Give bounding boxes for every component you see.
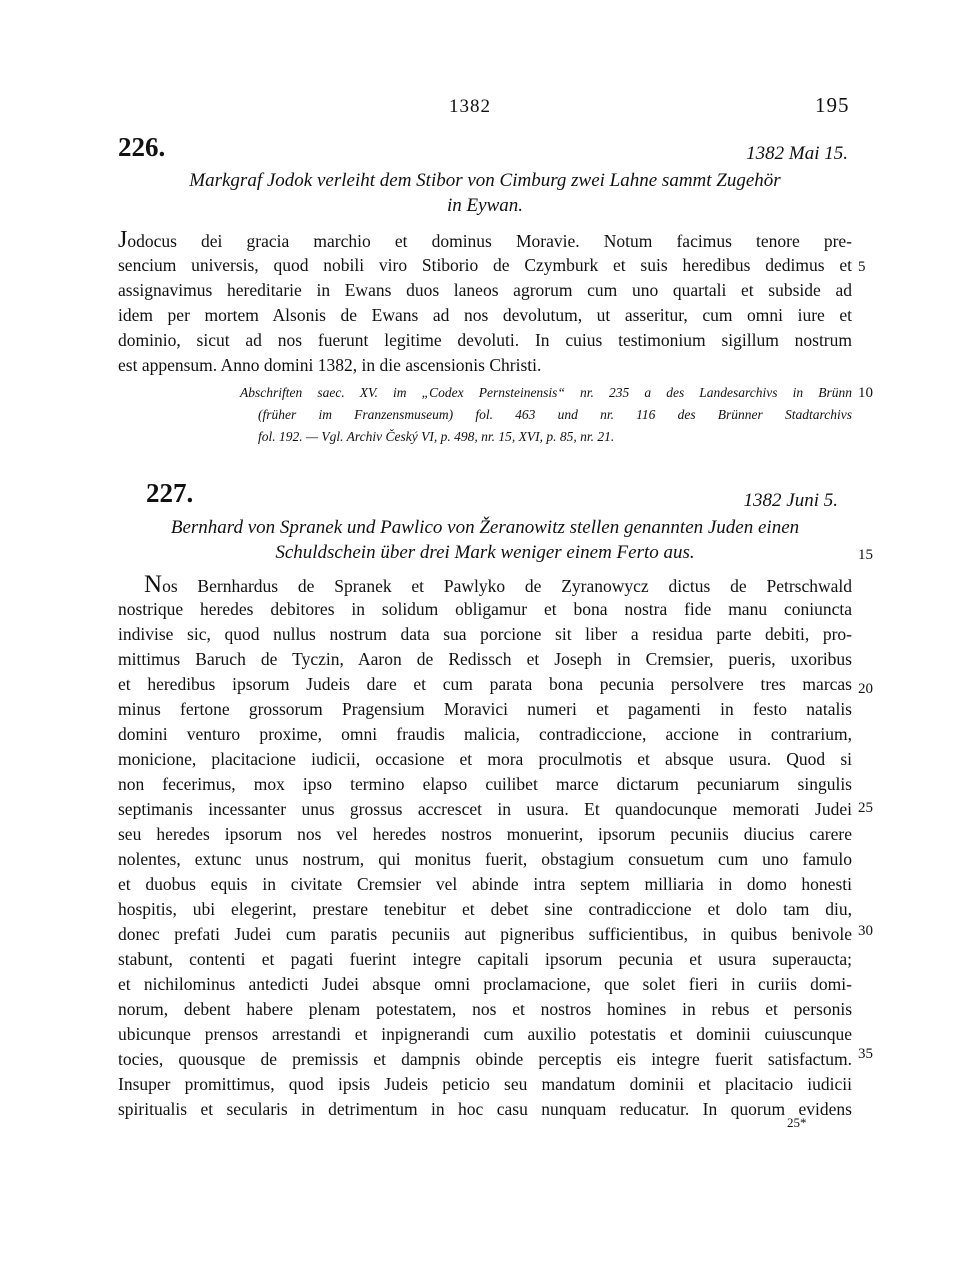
text-line: Jodocus dei gracia marchio et dominus Moravie. Notum facimus tenore pre- (118, 227, 852, 253)
regest-line: in Eywan. (447, 195, 523, 216)
text-line: mittimus Baruch de Tyczin, Aaron de Redissch et Joseph in Cremsier, pueris, uxoribus (118, 649, 852, 669)
text-line: tocies, quousque de premissis et dampnis obinde perceptis eis integre fuerit satisfactum. (118, 1049, 852, 1069)
margin-line-number: 35 (858, 1046, 873, 1062)
text-line: spiritualis et secularis in detrimentum in hoc casu nunquam reducatur. In quorum evidens (118, 1099, 852, 1119)
text-line: sencium universis, quod nobili viro Stiborio de Czymburk et suis heredibus dedimus et (118, 255, 852, 275)
text-line: donec prefati Judei cum paratis pecuniis aut pigneribus sufficientibus, in quibus benivole (118, 924, 852, 944)
text-line: indivise sic, quod nullus nostrum data sua porcione sit liber a residua parte debiti, pro- (118, 624, 852, 644)
text-line: nostrique heredes debitores in solidum obligamur et bona nostra fide manu coniuncta (118, 599, 852, 619)
text-line: et nichilominus antedicti Judei absque omni proclamacione, que solet fieri in curiis domi- (118, 974, 852, 994)
page-number: 195 (815, 93, 850, 117)
entry-number: 227. (146, 478, 194, 508)
text-line: dominio, sicut ad nos fuerunt legitime devoluti. In cuius testimonium sigillum nostrum (118, 330, 852, 350)
text-line: minus fertone grossorum Pragensium Moravici numeri et pagamenti in festo natalis (118, 699, 852, 719)
text-line: est appensum. Anno domini 1382, in die ascensionis Christi. (118, 355, 542, 375)
note-line: fol. 192. — Vgl. Archiv Český VI, p. 498, nr. 15, XVI, p. 85, nr. 21. (258, 429, 615, 444)
margin-line-number: 5 (858, 259, 866, 275)
entry-date: 1382 Juni 5. (743, 490, 838, 511)
text-line: Insuper promittimus, quod ipsis Judeis peticio seu mandatum dominii et placitacio iudicii (118, 1074, 852, 1094)
margin-line-number: 25 (858, 800, 873, 816)
text-line (144, 572, 852, 597)
margin-line-number: 15 (858, 547, 873, 563)
entry-regest (118, 515, 852, 565)
text-line: et heredibus ipsorum Judeis dare et cum parata bona pecunia persolvere tres marcas (118, 674, 852, 694)
margin-line-number: 10 (858, 385, 873, 401)
text-line: assignavimus hereditarie in Ewans duos laneos agrorum cum uno quartali et subside ad (118, 280, 852, 300)
entry-number: 226. (118, 132, 166, 162)
running-head-year: 1382 (449, 96, 491, 117)
text-line: monicione, placitacione iudicii, occasione et mora proculmotis et absque usura. Quod si (118, 749, 852, 769)
text-line: norum, debent habere plenam potestatem, nos et nostros homines in rebus et personis (118, 999, 852, 1019)
margin-line-number: 30 (858, 923, 873, 939)
note-line: (früher im Franzensmuseum) fol. 463 und nr. 116 des Brünner Stadtarchivs (258, 407, 852, 422)
text-line: et duobus equis in civitate Cremsier vel abinde intra septem milliaria in domo honesti (118, 874, 852, 894)
text-line: domini venturo proxime, omni fraudis malicia, contradiccione, accione in contrarium, (118, 724, 852, 744)
text-line: non fecerimus, mox ipso termino elapso cuilibet marce dictarum pecuniarum singulis (118, 774, 852, 794)
signature-mark: 25* (787, 1115, 807, 1130)
margin-line-number: 20 (858, 681, 873, 697)
text-line: seu heredes ipsorum nos vel heredes nostros monuerint, ipsorum pecuniis diucius carere (118, 824, 852, 844)
entry-regest (118, 168, 852, 218)
text-line: nolentes, extunc unus nostrum, qui monitus fuerit, obstagium consuetum cum uno famulo (118, 849, 852, 869)
text-line: ubicunque prensos arrestandi et inpignerandi cum auxilio potestatis et dominii cuiuscunque (118, 1024, 852, 1044)
text-line: idem per mortem Alsonis de Ewans ad nos devolutum, ut asseritur, cum omni iure et (118, 305, 852, 325)
regest-line: Schuldschein über drei Mark weniger einem Ferto aus. (275, 542, 695, 563)
initial-letter: N (144, 571, 163, 598)
text-line: stabunt, contenti et pagati fuerint integre capitali ipsorum pecunia et usura superaucta; (118, 949, 852, 969)
text-line-rest: os Bernhardus de Spranek et Pawlyko de Zyranowycz dictus de Petrschwald (162, 576, 852, 596)
regest-line: Bernhard von Spranek und Pawlico von Žeranowitz stellen genannten Juden einen (170, 517, 800, 538)
note-line: Abschriften saec. XV. im „Codex Pernsteinensis“ nr. 235 a des Landesarchivs in Brünn (240, 385, 852, 400)
text-line: septimanis incessanter unus grossus accrescet in usura. Et quandocunque memorati Judei (118, 799, 852, 819)
text-line: hospitis, ubi elegerint, prestare tenebitur et debet sine contradiccione et dolo tam diu, (118, 899, 852, 919)
regest-line: Markgraf Jodok verleiht dem Stibor von Cimburg zwei Lahne sammt Zugehör (189, 170, 781, 191)
entry-date: 1382 Mai 15. (746, 143, 848, 164)
